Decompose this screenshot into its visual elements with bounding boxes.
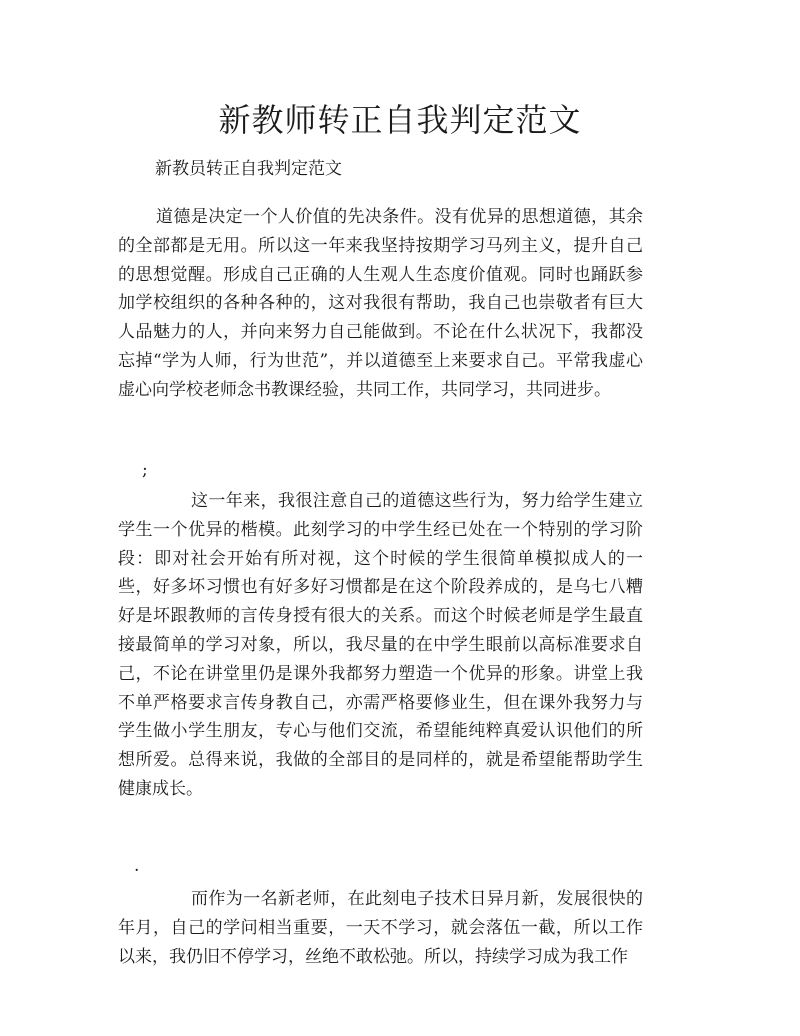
document-title: 新教师转正自我判定范文 (218, 101, 582, 139)
paragraph-3-text: 而作为一名新老师，在此刻电子技术日异月新，发展很快的年月，自己的学问相当重要，一天不学习，就会落伍一截，所以工作以来，我仍旧不停学习，丝绝不敢松弛。所以，持续学习成为我工作 (118, 889, 643, 967)
paragraph-1 (118, 203, 643, 405)
paragraph-3 (118, 885, 643, 971)
document-subtitle: 新教员转正自我判定范文 (155, 159, 342, 179)
paragraph-2-text: 这一年来，我很注意自己的道德这些行为，努力给学生建立学生一个优异的楷模。此刻学习的中学生经已处在一个特别的学习阶段：即对社会开始有所对视，这个时候的学生很简单模拟成人的一些，好多坏习惯也有好多好习惯都是在这个阶段养成的，是乌七八糟好是坏跟教师的言传身授有很大的关系。而这个时候老师是学生最直接最简单的学习对象，所以，我尽量的在中学生眼前以高标准要求自己，不论在讲堂里仍是课外我都努力塑造一个优异的形象。讲堂上我不单严格要求言传身教自己，亦需严格要修业生，但在课外我努力与学生做小学生朋友，专心与他们交流，希望能纯粹真爱认识他们的所想所爱。总得来说，我做的全部目的是同样的，就是希望能帮助学生健康成长。 (118, 491, 643, 799)
separator-semicolon: ; (142, 460, 148, 480)
paragraph-2 (118, 487, 643, 804)
separator-dot: . (134, 856, 140, 876)
paragraph-1-text: 道德是决定一个人价值的先决条件。没有优异的思想道德，其余的全部都是无用。所以这一年来我坚持按期学习马列主义，提升自己的思想觉醒。形成自己正确的人生观人生态度价值观。同时也踊跃参加学校组织的各种各种的，这对我很有帮助，我自己也崇敬者有巨大人品魅力的人，并向来努力自己能做到。不论在什么状况下，我都没忘掉“学为人师，行为世范”，并以道德至上来要求自己。平常我虚心虚心向学校老师念书教课经验，共同工作，共同学习，共同进步。 (118, 207, 643, 400)
